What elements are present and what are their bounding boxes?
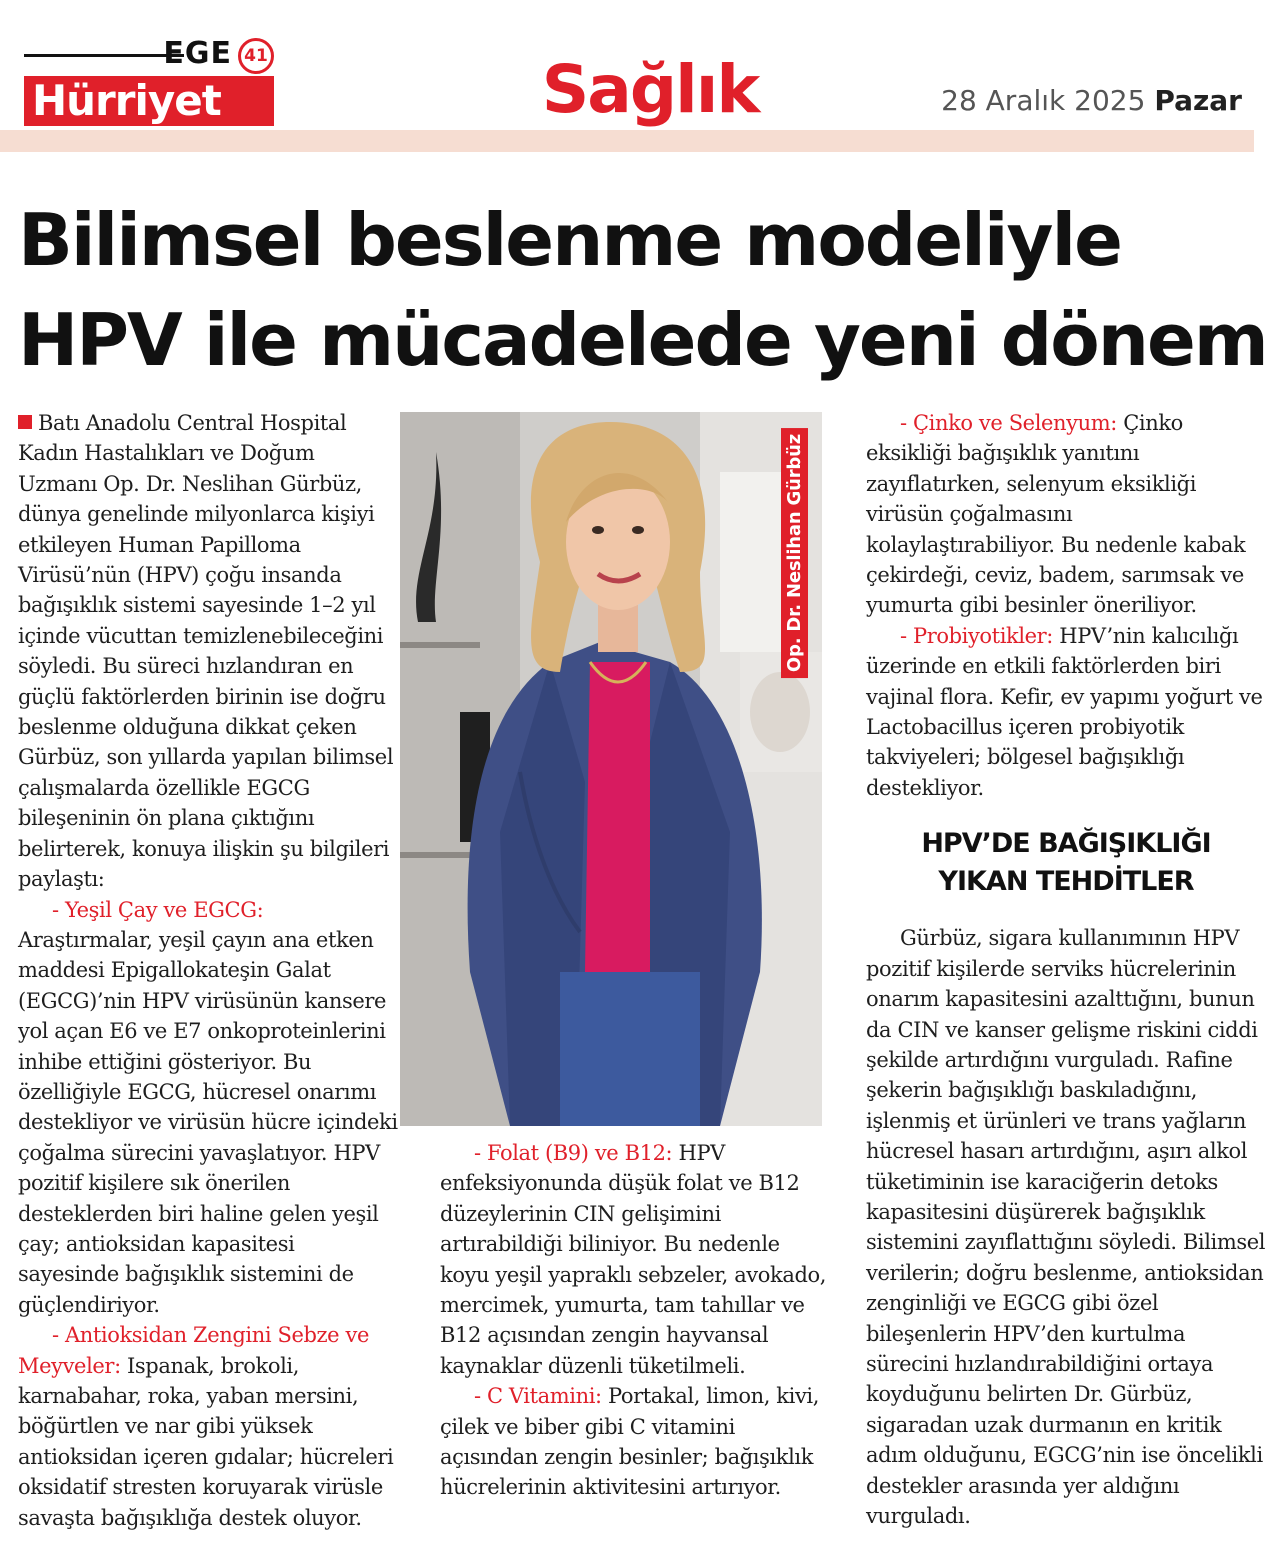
paragraph-vitamin-c xyxy=(440,1381,835,1503)
header-band xyxy=(0,130,1254,152)
keyword-vitamin-c: - C Vitamini: xyxy=(474,1384,602,1409)
paragraph-antioxidant xyxy=(18,1320,398,1533)
keyword-green-tea: - Yeşil Çay ve EGCG: xyxy=(52,897,264,922)
headline-line-1: Bilimsel beslenme modeliyle xyxy=(18,198,1121,282)
keyword-zinc-selenium: - Çinko ve Selenyum: xyxy=(900,411,1117,435)
logo-rule xyxy=(24,54,184,57)
dateline xyxy=(941,84,1242,117)
logo-anniversary-badge: 41 xyxy=(238,38,274,74)
text-antioxidant: Ispanak, brokoli, karnabahar, roka, yaban mersini, böğürtlen ve nar gibi yüksek antioksidan içeren gıdalar; hücreleri oksidatif stresten koruyarak virüsle savaşta bağışıklığa destek oluyor. xyxy=(18,1353,394,1530)
paragraph-folate xyxy=(440,1138,835,1381)
keyword-probiotics: - Probiyotikler: xyxy=(900,623,1053,648)
portrait-photo xyxy=(400,412,822,1126)
article-column-3 xyxy=(866,408,1266,1531)
masthead xyxy=(0,0,1280,150)
date-text: 28 Aralık 2025 xyxy=(941,84,1146,117)
lead-square-icon xyxy=(18,415,32,429)
logo-wordmark: Hürriyet xyxy=(32,76,221,125)
lead-text: Batı Anadolu Central Hospital Kadın Hastalıkları ve Doğum Uzmanı Op. Dr. Neslihan Gürbüz, dünya genelinde milyonlarca kişiyi etkileyen Human Papilloma Virüsü’nün (HPV) çoğu insanda bağışıklık sistemi sayesinde 1–2 yıl içinde vücuttan temizlenebileceğini söyledi. Bu süreci hızlandıran en güçlü faktörlerden birinin ise doğru beslenme olduğuna dikkat çeken Gürbüz, son yıllarda yapılan bilimsel çalışmalarda özellikle EGCG bileşeninin ön plana çıktığını belirterek, konuya ilişkin şu bilgileri paylaştı: xyxy=(18,411,394,892)
headline-line-2: HPV ile mücadelede yeni dönem xyxy=(18,298,1267,382)
article-column-1 xyxy=(18,408,398,1533)
paragraph-green-tea xyxy=(18,895,398,1321)
logo-ege-text: EGE xyxy=(163,36,232,71)
subheading-line-1: HPV’DE BAĞIŞIKLIĞI xyxy=(921,828,1211,860)
paragraph-zinc-selenium xyxy=(866,408,1266,621)
article-headline xyxy=(18,190,1268,390)
text-folate: HPV enfeksiyonunda düşük folat ve B12 düzeylerinin CIN gelişimini artırabildiği biliniyor. Bu nedenle koyu yeşil yapraklı sebzeler, avokado, mercimek, yumurta, tam tahıllar ve B12 açısından zengin hayvansal kaynaklar düzenli tüketilmeli. xyxy=(440,1141,827,1378)
subheading-threats xyxy=(866,825,1266,901)
day-text: Pazar xyxy=(1154,84,1242,117)
keyword-folate: - Folat (B9) ve B12: xyxy=(474,1141,673,1165)
article-column-2 xyxy=(440,1138,835,1503)
ege-hurriyet-logo[interactable] xyxy=(24,36,274,128)
text-vitamin-c: Portakal, limon, kivi, çilek ve biber gibi C vitamini açısından zengin besinler; bağışıklık hücrelerinin aktivitesini artırıyor. xyxy=(440,1384,820,1500)
section-title: Sağlık xyxy=(541,51,759,128)
portrait-illustration xyxy=(400,412,822,1126)
paragraph-probiotics xyxy=(866,621,1266,803)
subheading-line-2: YIKAN TEHDİTLER xyxy=(938,866,1194,898)
lead-paragraph xyxy=(18,408,398,895)
text-probiotics: HPV’nin kalıcılığı üzerinde en etkili faktörlerden biri vajinal flora. Kefir, ev yapımı yoğurt ve Lactobacillus içeren probiyotik takviyeleri; bölgesel bağışıklığı destekliyor. xyxy=(866,623,1263,800)
keyword-antioxidant: - Antioksidan Zengini Sebze ve Meyveler: xyxy=(18,1323,369,1378)
photo-caption: Op. Dr. Neslihan Gürbüz xyxy=(781,428,808,678)
text-zinc-selenium: Çinko eksikliği bağışıklık yanıtını zayıflatırken, selenyum eksikliği virüsün çoğalmasını kolaylaştırabiliyor. Bu nedenle kabak çekirdeği, ceviz, badem, sarımsak ve yumurta gibi besinler öneriliyor. xyxy=(866,411,1246,618)
paragraph-threats: Gürbüz, sigara kullanımının HPV pozitif kişilerde serviks hücrelerinin onarım kapasitesini azalttığını, bunun da CIN ve kanser gelişme riskini ciddi şekilde artırdığını vurguladı. Rafine şekerin bağışıklığı baskıladığını, işlenmiş et ürünleri ve trans yağların hücresel hasarı artırdığını, aşırı alkol tüketiminin ise karaciğerin detoks kapasitesini düşürerek bağışıklık sistemini zayıflattığını söyledi. Bilimsel verilerin; doğru beslenme, antioksidan zenginliği ve EGCG gibi özel bileşenlerin HPV’den kurtulma sürecini hızlandırabildiğini ortaya koyduğunu belirten Dr. Gürbüz, sigaradan uzak durmanın en kritik adım olduğunu, EGCG’nin ise öncelikli destekler arasında yer aldığını vurguladı. xyxy=(866,926,1266,1528)
text-green-tea: Araştırmalar, yeşil çayın ana etken maddesi Epigallokateşin Galat (EGCG)’nin HPV virüsünün kansere yol açan E6 ve E7 onkoproteinlerini inhibe ettiğini gösteriyor. Bu özelliğiyle EGCG, hücresel onarımı destekliyor ve virüsün hücre içindeki çoğalma sürecini yavaşlatıyor. HPV pozitif kişilere sık önerilen desteklerden biri haline gelen yeşil çay; antioksidan kapasitesi sayesinde bağışıklık sistemini de güçlendiriyor. xyxy=(18,927,398,1317)
